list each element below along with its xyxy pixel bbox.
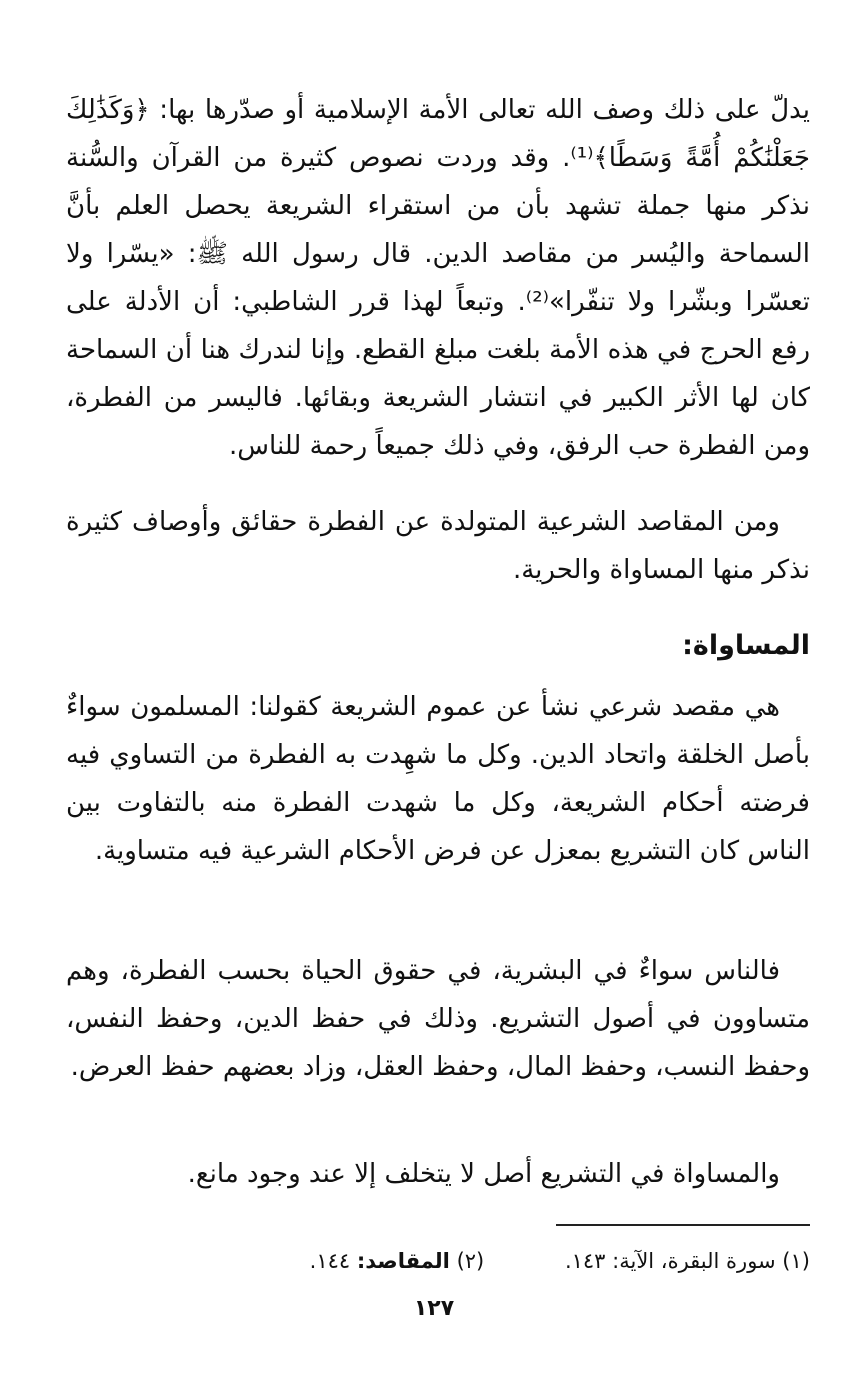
footnote-2-page: ١٤٤. — [309, 1249, 351, 1273]
section-heading-equality: المساواة: — [682, 630, 810, 661]
paragraph-objectives — [66, 498, 810, 594]
footnote-1: (١) سورة البقرة، الآية: ١٤٣. — [564, 1249, 810, 1273]
paragraph-equality-principle — [66, 1150, 810, 1198]
footnotes — [310, 1244, 810, 1278]
paragraph-equality-definition-text: هي مقصد شرعي نشأ عن عموم الشريعة كقولنا: المسلمون سواءٌ بأصل الخلقة واتحاد الدين. وكل ما شهِدت به الفطرة من التساوي فيه فرضته أحكام الشريعة، وكل ما شهدت الفطرة منه بالتفاوت بين الناس كان التشريع بمعزل عن فرض الأحكام الشرعية فيه متساوية. — [66, 692, 810, 866]
paragraph-people-equal — [66, 947, 810, 1091]
footnote-2-number: (٢) — [456, 1249, 485, 1273]
paragraph-equality-principle-text: والمساواة في التشريع أصل لا يتخلف إلا عند وجود مانع. — [187, 1159, 780, 1189]
paragraph-ease — [66, 86, 810, 470]
footnote-separator — [556, 1224, 810, 1226]
paragraph-objectives-text: ومن المقاصد الشرعية المتولدة عن الفطرة حقائق وأوصاف كثيرة نذكر منها المساواة والحرية. — [66, 507, 810, 585]
footnote-2-title: المقاصد: — [356, 1249, 450, 1273]
paragraph-people-equal-text: فالناس سواءٌ في البشرية، في حقوق الحياة بحسب الفطرة، وهم متساوون في أصول التشريع. وذلك في حفظ الدين، وحفظ النفس، وحفظ النسب، وحفظ المال، وحفظ العقل، وزاد بعضهم حفظ العرض. — [66, 956, 810, 1082]
paragraph-ease-text: يدلّ على ذلك وصف الله تعالى الأمة الإسلامية أو صدّرها بها: ﴿وَكَذَٰلِكَ جَعَلْنَٰكُمْ أُمَّةً وَسَطًا﴾⁽¹⁾. وقد وردت نصوص كثيرة من القرآن والسُّنة نذكر منها جملة تشهد بأن من استقراء الشريعة يحصل العلم بأنَّ السماحة واليُسر من مقاصد الدين. قال رسول الله ﷺ: «يسّرا ولا تعسّرا وبشّرا ولا تنفّرا»⁽²⁾. وتبعاً لهذا قرر الشاطبي: أن الأدلة على رفع الحرج في هذه الأمة بلغت مبلغ القطع. وإنا لندرك هنا أن السماحة كان لها الأثر الكبير في انتشار الشريعة وبقائها. فاليسر من الفطرة، ومن الفطرة حب الرفق، وفي ذلك جميعاً رحمة للناس. — [66, 95, 811, 461]
paragraph-equality-definition — [66, 683, 810, 875]
footnote-2 — [310, 1244, 485, 1278]
page-number: ١٢٧ — [413, 1296, 455, 1321]
